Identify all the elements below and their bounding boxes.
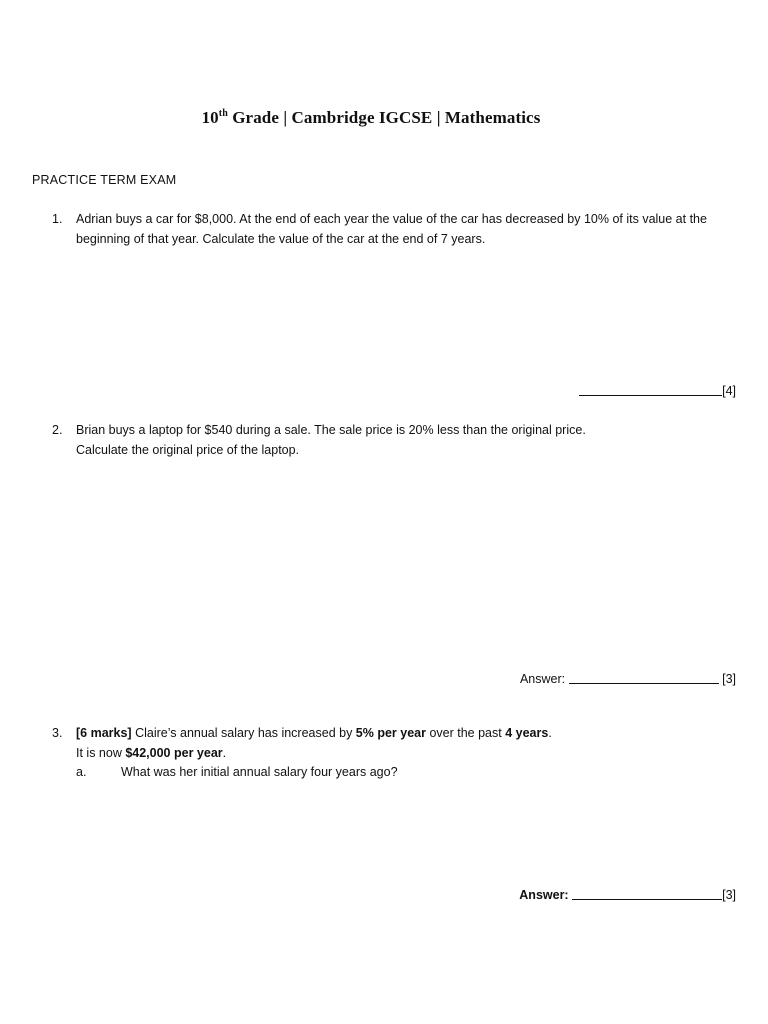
question-line: Calculate the original price of the laptop. xyxy=(76,442,300,457)
text-fragment: Claire’s annual salary has increased by xyxy=(131,726,356,740)
answer-line-2[interactable] xyxy=(520,672,736,686)
grade-number: 10 xyxy=(201,108,219,127)
title-text: Grade | Cambridge IGCSE | Mathematics xyxy=(227,108,541,127)
text-fragment: It is now xyxy=(76,745,126,760)
bold-fragment: $42,000 per year xyxy=(125,745,223,760)
question-3 xyxy=(52,724,742,783)
answer-line-3[interactable] xyxy=(519,888,736,902)
bold-fragment: 5% per year xyxy=(355,726,426,740)
bold-fragment: 4 years xyxy=(505,726,549,740)
question-line: Adrian buys a car for $8,000. At the end of each year the value of the car has decreased by 10% of its value at the xyxy=(76,212,707,226)
question-line: Brian buys a laptop for $540 during a sale. The sale price is 20% less than the original price. xyxy=(76,423,586,437)
question-2 xyxy=(52,421,742,460)
marks-tag: [6 marks] xyxy=(76,726,132,740)
section-label: PRACTICE TERM EXAM xyxy=(32,173,177,187)
marks: [4] xyxy=(722,384,736,398)
question-line: beginning of that year. Calculate the value of the car at the end of 7 years. xyxy=(76,231,486,246)
text-fragment: . xyxy=(222,745,227,760)
answer-label: Answer: xyxy=(519,672,566,686)
question-number: 1. xyxy=(52,212,63,226)
answer-blank[interactable] xyxy=(572,888,722,900)
question-line xyxy=(76,744,742,764)
sub-question-a xyxy=(76,763,742,783)
marks: [3] xyxy=(722,888,736,902)
question-text xyxy=(76,421,742,460)
sub-question-text: What was her initial annual salary four years ago? xyxy=(121,765,398,779)
question-text xyxy=(76,210,742,249)
marks: [3] xyxy=(722,672,736,686)
page-title xyxy=(0,108,742,128)
answer-label: Answer: xyxy=(519,888,569,902)
grade-superscript: th xyxy=(218,108,228,119)
text-fragment: over the past xyxy=(425,726,506,740)
question-number: 3. xyxy=(52,726,63,740)
answer-line-1[interactable] xyxy=(579,384,736,398)
question-text xyxy=(76,724,742,763)
text-fragment: . xyxy=(548,726,552,740)
question-number: 2. xyxy=(52,423,63,437)
answer-blank[interactable] xyxy=(579,384,722,396)
question-line xyxy=(76,724,742,744)
sub-question-letter: a. xyxy=(76,765,87,779)
question-1 xyxy=(52,210,742,249)
answer-blank[interactable] xyxy=(569,672,719,684)
